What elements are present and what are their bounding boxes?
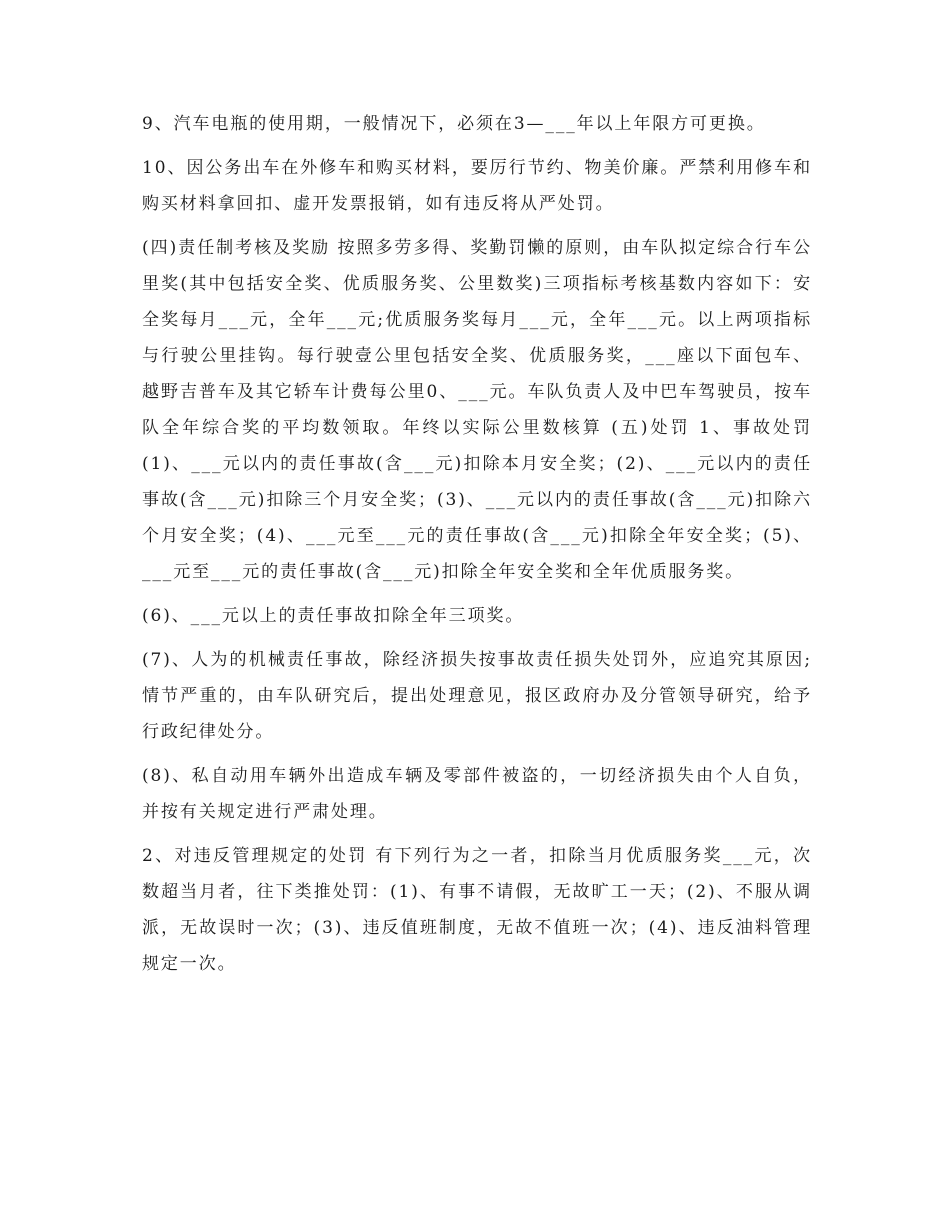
paragraph-penalty-item-7: (7)、人为的机械责任事故，除经济损失按事故责任损失处罚外，应追究其原因;情节严重的，由车队研究后，提出处理意见，报区政府办及分管领导研究，给予行政纪律处分。 xyxy=(142,650,812,742)
paragraph-responsibility-assessment: (四)责任制考核及奖励 按照多劳多得、奖勤罚懒的原则，由车队拟定综合行车公里奖(其中包括安全奖、优质服务奖、公里数奖)三项指标考核基数内容如下：安全奖每月___元，全年___元;优质服务奖每月___元，全年___元。以上两项指标与行驶公里挂钩。每行驶壹公里包括安全奖、优质服务奖，___座以下面包车、越野吉普车及其它轿车计费每公里0、___元。车队负责人及中巴车驾驶员，按车队全年综合奖的平均数领取。年终以实际公里数核算 (五)处罚 1、事故处罚 (1)、___元以内的责任事故(含___元)扣除本月安全奖；(2)、___元以内的责任事故(含___元)扣除三个月安全奖；(3)、___元以内的责任事故(含___元)扣除六个月安全奖；(4)、___元至___元的责任事故(含___元)扣除全年安全奖；(5)、___元至___元的责任事故(含___元)扣除全年安全奖和全年优质服务奖。 xyxy=(142,238,812,582)
paragraph-battery-lifespan: 9、汽车电瓶的使用期，一般情况下，必须在3—___年以上年限方可更换。 xyxy=(142,114,766,134)
paragraph-repair-purchase: 10、因公务出车在外修车和购买材料，要厉行节约、物美价廉。严禁利用修车和购买材料拿回扣、虚开发票报销，如有违反将从严处罚。 xyxy=(142,158,812,214)
paragraph-violation-penalties: 2、对违反管理规定的处罚 有下列行为之一者，扣除当月优质服务奖___元，次数超当月者，往下类推处罚：(1)、有事不请假，无故旷工一天；(2)、不服从调派，无故误时一次；(3)、违反值班制度，无故不值班一次；(4)、违反油料管理规定一次。 xyxy=(142,846,812,974)
paragraph-penalty-item-8: (8)、私自动用车辆外出造成车辆及零部件被盗的，一切经济损失由个人自负，并按有关规定进行严肃处理。 xyxy=(142,766,812,822)
paragraph-penalty-item-6: (6)、___元以上的责任事故扣除全年三项奖。 xyxy=(142,606,525,626)
document-body xyxy=(142,106,812,990)
